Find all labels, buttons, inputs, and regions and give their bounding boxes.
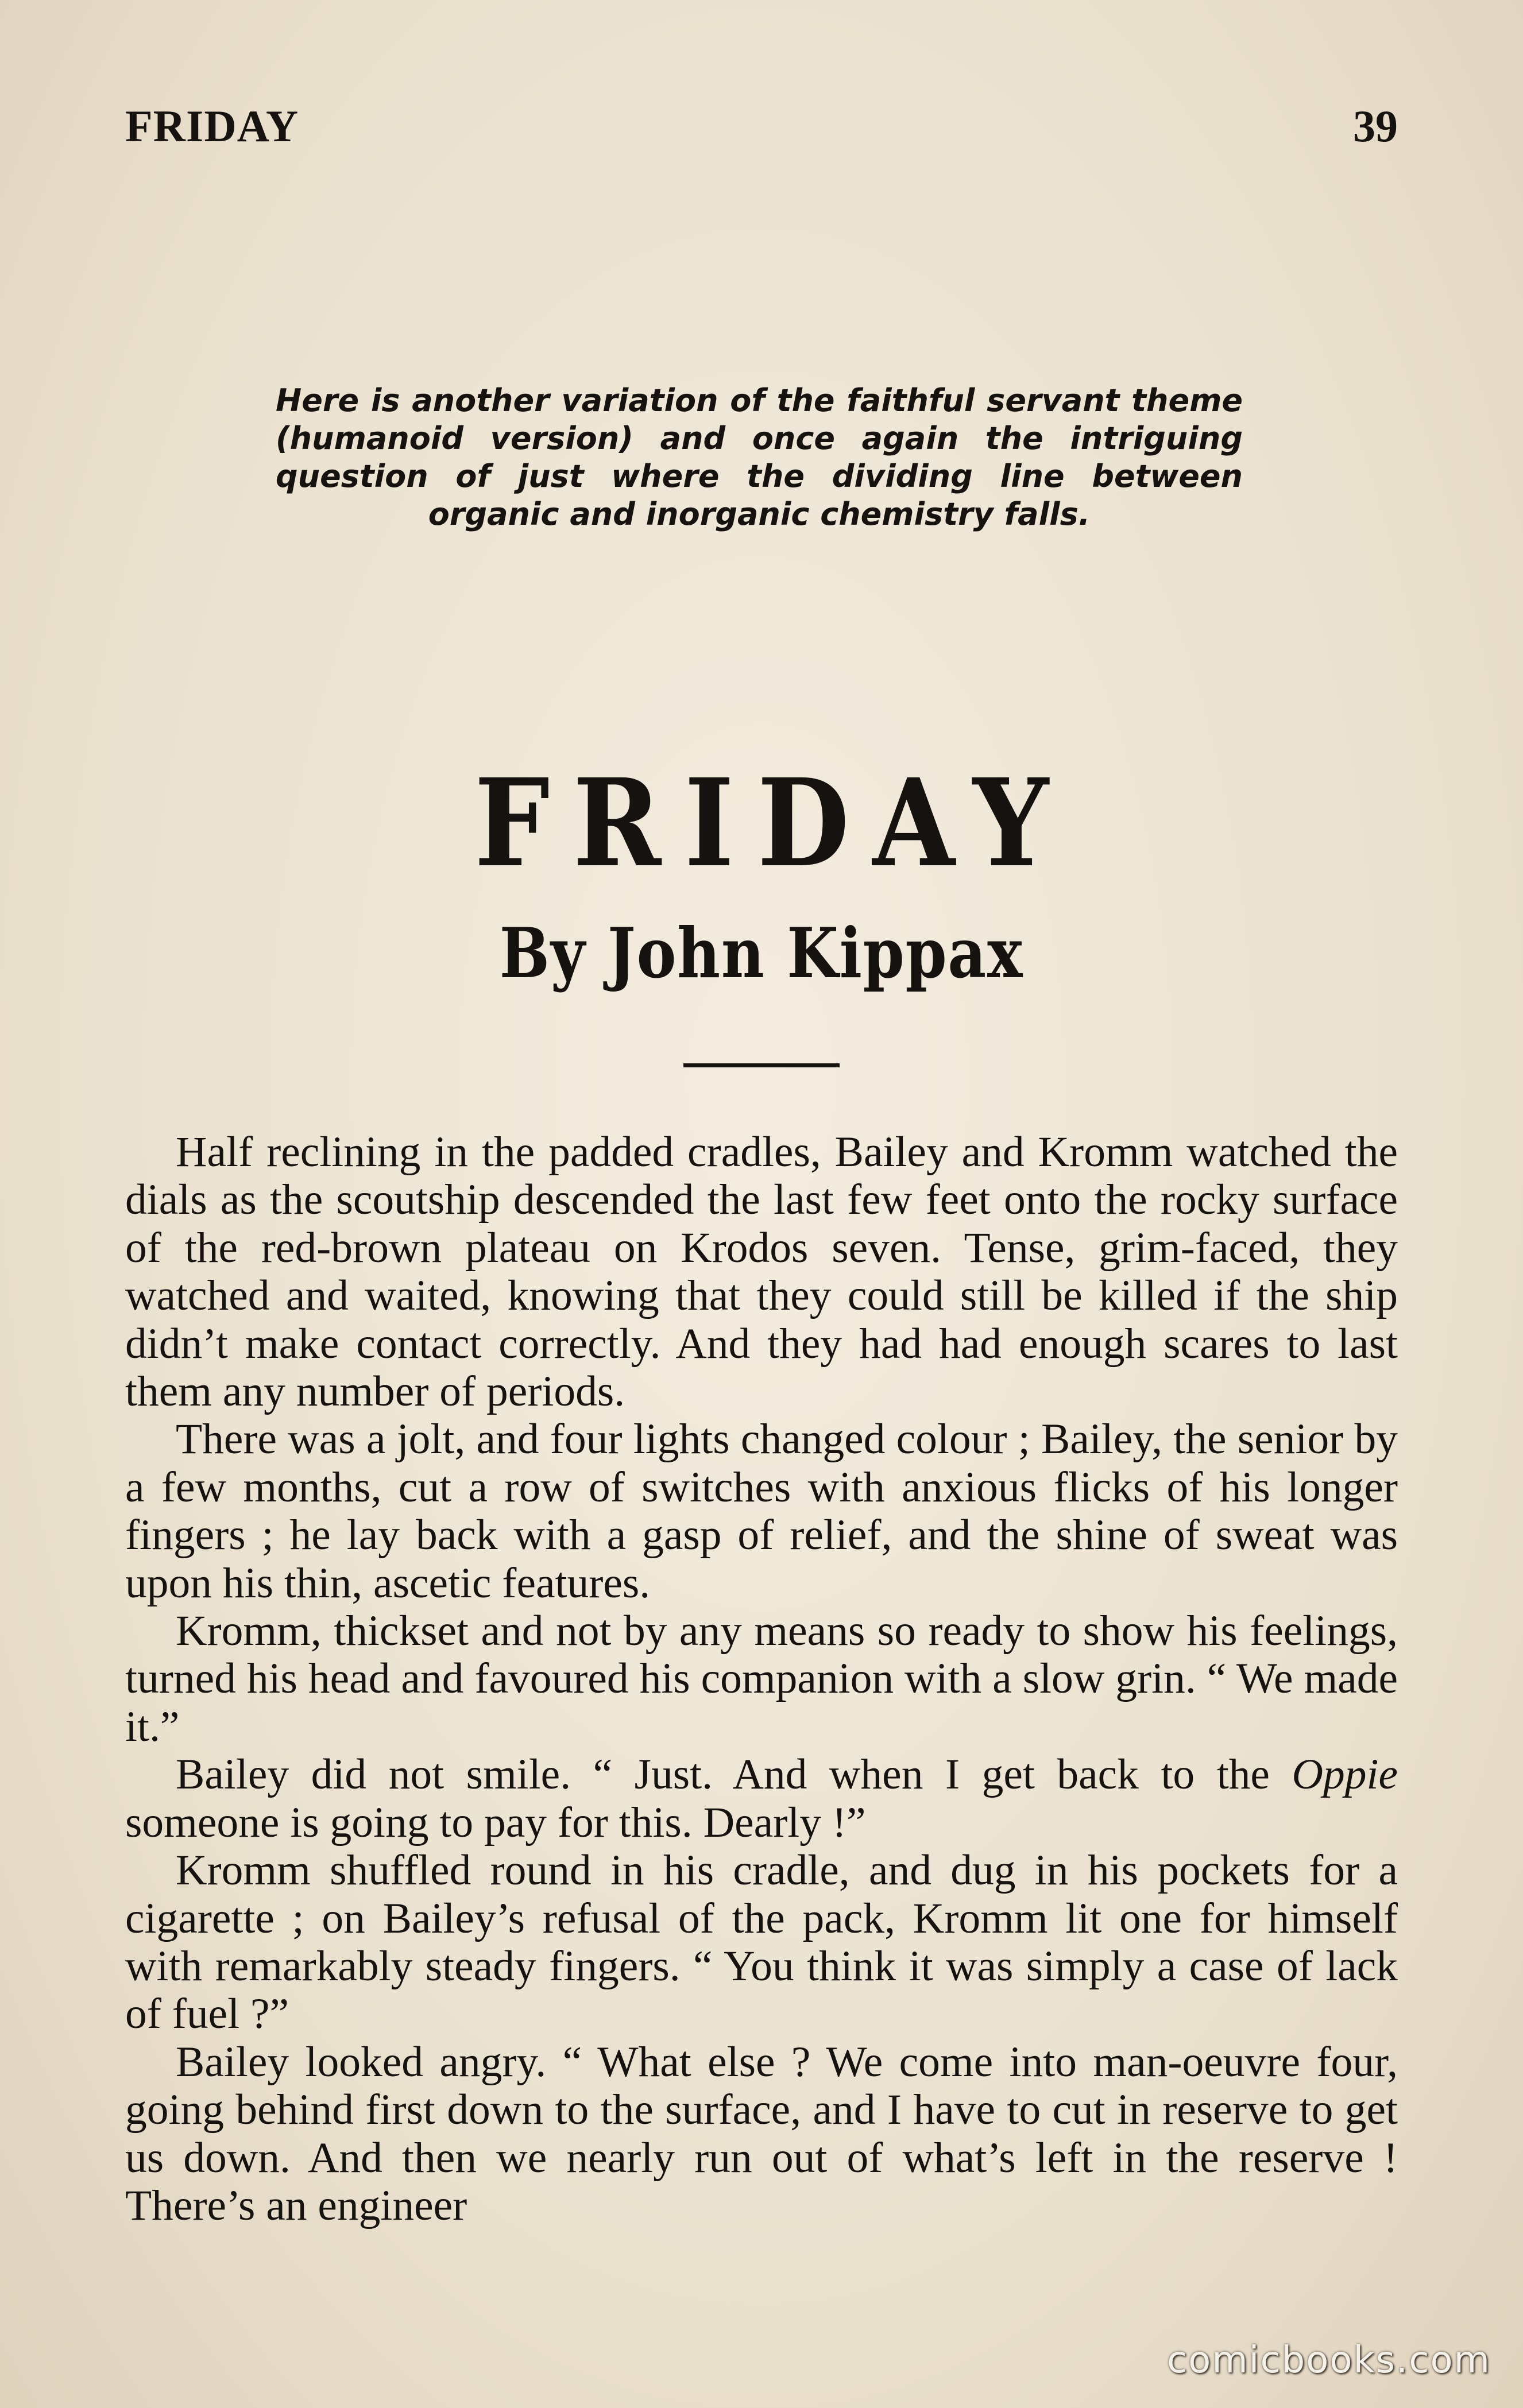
- ship-name: Oppie: [1292, 1751, 1398, 1799]
- paragraph-text: someone is going to pay for this. Dearly !”: [125, 1798, 866, 1846]
- paragraph: Bailey looked angry. “ What else ? We come into man-oeuvre four, going behind first down to the surface, and I have to cut in reserve to get us down. And then we nearly run out of what’s left in the reserve ! There’s an engineer: [125, 2038, 1398, 2229]
- paragraph: Half reclining in the padded cradles, Bailey and Kromm watched the dials as the scoutship descended the last few feet onto the rocky surface of the red-brown plateau on Krodos seven. Tense, grim-faced, they watched and waited, knowing that they could still be killed if the ship didn’t make contact correctly. And they had had enough scares to last them any number of periods.: [125, 1128, 1398, 1416]
- paragraph: Kromm shuffled round in his cradle, and dug in his pockets for a cigarette ; on Bailey’s refusal of the pack, Kromm lit one for himself with remarkably steady fingers. “ You think it was simply a case of lack of fuel ?”: [125, 1846, 1398, 2038]
- watermark: comicbooks.com: [1166, 2339, 1491, 2382]
- page-number: 39: [1353, 101, 1398, 151]
- paragraph-text: Bailey did not smile. “ Just. And when I get back to the: [176, 1751, 1292, 1799]
- story-byline: By John Kippax: [499, 913, 1024, 994]
- editorial-intro: Here is another variation of the faithful servant theme (humanoid version) and once again the intriguing question of just where the dividing line between organic and inorganic chemistry falls.: [276, 382, 1243, 532]
- story-body: [125, 1128, 1398, 2229]
- paragraph: There was a jolt, and four lights changed colour ; Bailey, the senior by a few months, cut a row of switches with anxious flicks of his longer fingers ; he lay back with a gasp of relief, and the shine of sweat was upon his thin, ascetic features.: [125, 1415, 1398, 1607]
- running-head: FRIDAY: [125, 101, 299, 151]
- paragraph: Kromm, thickset and not by any means so ready to show his feelings, turned his head and favoured his companion with a slow grin. “ We made it.”: [125, 1607, 1398, 1751]
- title-divider: [683, 1063, 840, 1067]
- paragraph: [125, 1751, 1398, 1846]
- story-title: FRIDAY: [474, 752, 1072, 894]
